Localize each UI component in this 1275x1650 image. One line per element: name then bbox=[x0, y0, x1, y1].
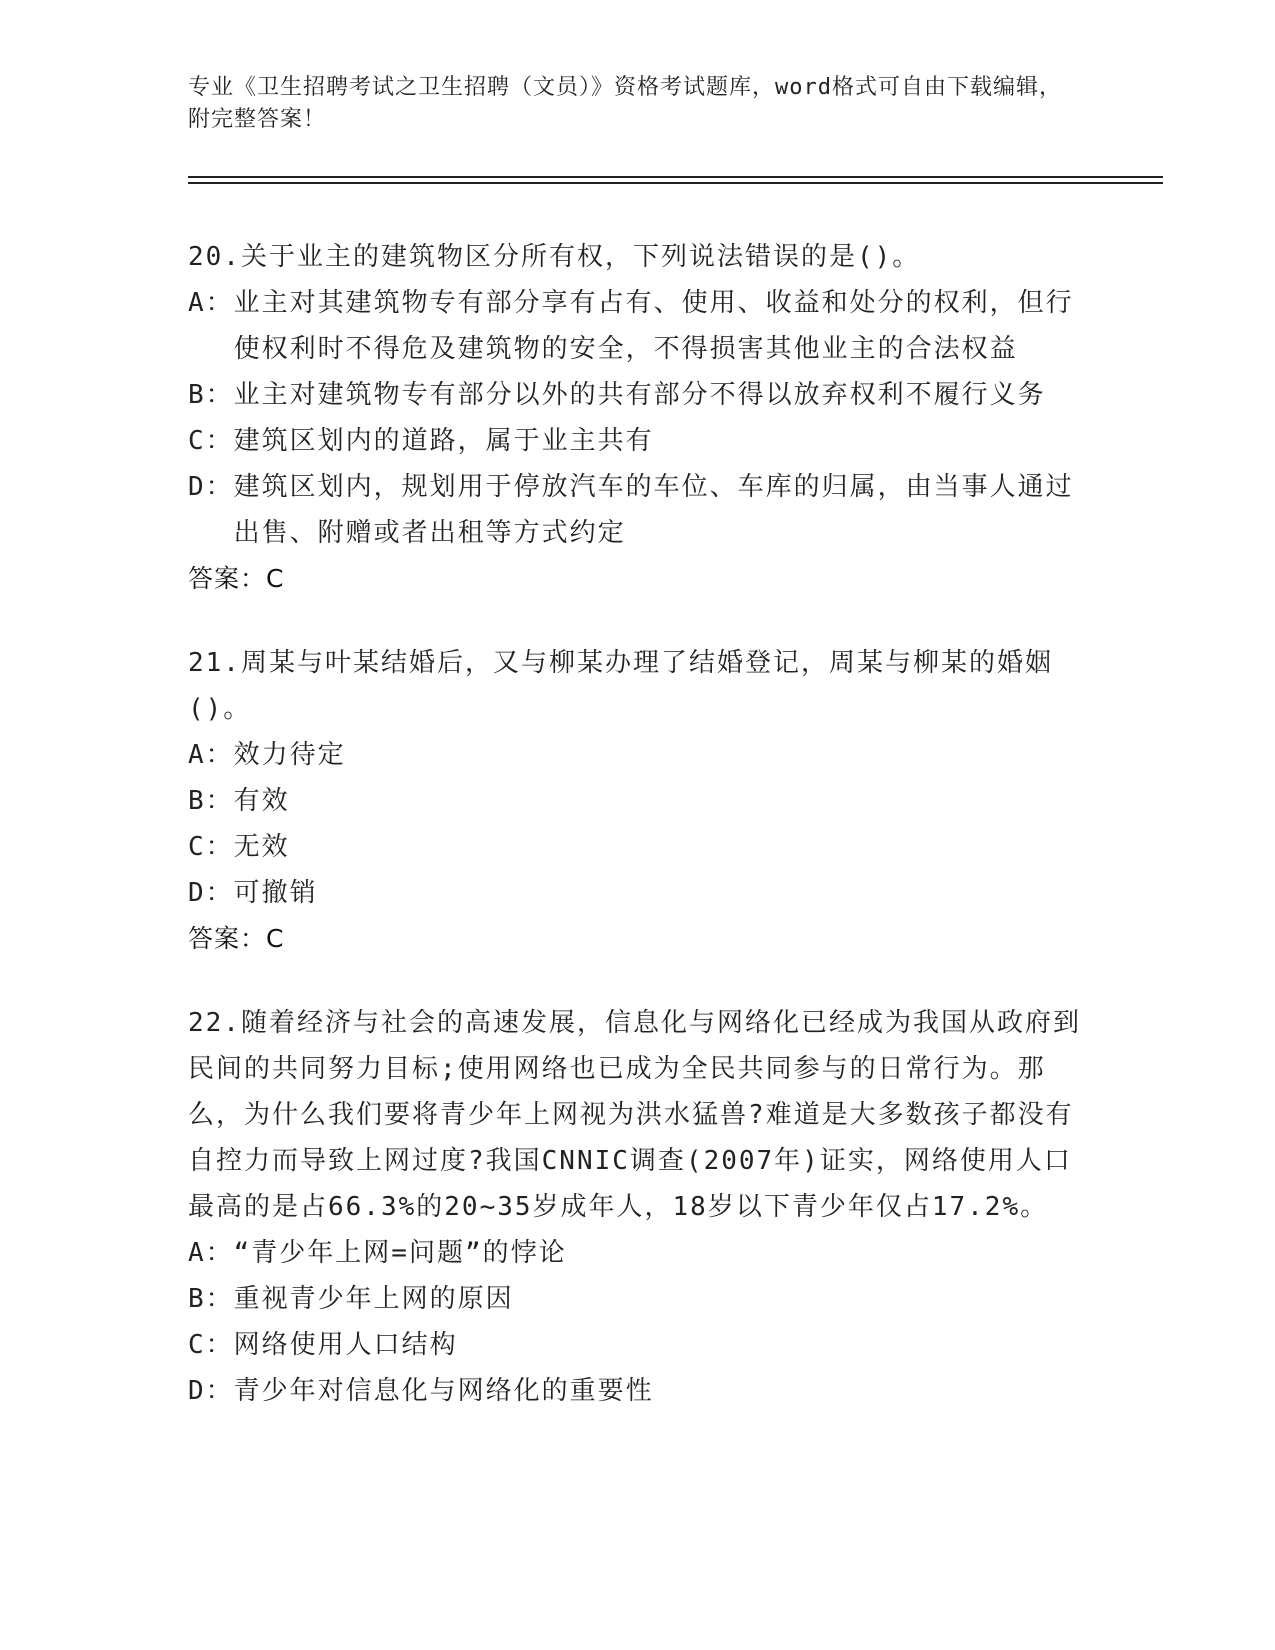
option-key: C： bbox=[188, 832, 234, 862]
option-d bbox=[188, 1368, 1088, 1414]
option-a bbox=[188, 280, 1088, 372]
header-divider-top bbox=[188, 176, 1163, 178]
option-key: C： bbox=[188, 1330, 234, 1360]
option-key: B： bbox=[188, 1284, 234, 1314]
option-key: A： bbox=[188, 740, 234, 770]
document-header: 专业《卫生招聘考试之卫生招聘（文员）》资格考试题库，word格式可自由下载编辑，附完整答案！ bbox=[188, 75, 1062, 132]
option-text: 建筑区划内，规划用于停放汽车的车位、车库的归属，由当事人通过出售、附赠或者出租等方式约定 bbox=[233, 472, 1074, 548]
option-key: B： bbox=[188, 380, 234, 410]
option-key: D： bbox=[188, 878, 234, 908]
option-c bbox=[188, 824, 1088, 870]
option-text: 可撤销 bbox=[233, 878, 318, 908]
option-text: 无效 bbox=[233, 832, 290, 862]
option-b bbox=[188, 1276, 1088, 1322]
option-c bbox=[188, 1322, 1088, 1368]
option-key: B： bbox=[188, 786, 234, 816]
option-text: 业主对其建筑物专有部分享有占有、使用、收益和处分的权利，但行使权利时不得危及建筑物的安全，不得损害其他业主的合法权益 bbox=[233, 288, 1074, 364]
question-stem: 22.随着经济与社会的高速发展，信息化与网络化已经成为我国从政府到民间的共同努力目标;使用网络也已成为全民共同参与的日常行为。那么，为什么我们要将青少年上网视为洪水猛兽?难道是大多数孩子都没有自控力而导致上网过度?我国CNNIC调查(2007年)证实，网络使用人口最高的是占66.3%的20~35岁成年人，18岁以下青少年仅占17.2%。 bbox=[188, 1008, 1081, 1222]
question-20 bbox=[188, 234, 1088, 602]
question-stem: 21.周某与叶某结婚后，又与柳某办理了结婚登记，周某与柳某的婚姻()。 bbox=[188, 648, 1053, 724]
question-stem: 20.关于业主的建筑物区分所有权，下列说法错误的是()。 bbox=[188, 242, 921, 272]
option-a bbox=[188, 1230, 1088, 1276]
option-a bbox=[188, 732, 1088, 778]
option-text: “青少年上网=问题”的悖论 bbox=[233, 1238, 567, 1268]
option-text: 建筑区划内的道路，属于业主共有 bbox=[233, 426, 654, 456]
answer-label: 答案：C bbox=[188, 924, 285, 953]
option-text: 业主对建筑物专有部分以外的共有部分不得以放弃权利不履行义务 bbox=[233, 380, 1046, 410]
option-b bbox=[188, 778, 1088, 824]
option-text: 有效 bbox=[233, 786, 290, 816]
option-text: 重视青少年上网的原因 bbox=[233, 1284, 514, 1314]
option-text: 效力待定 bbox=[233, 740, 346, 770]
question-list bbox=[188, 234, 1088, 1452]
option-text: 网络使用人口结构 bbox=[233, 1330, 458, 1360]
option-d bbox=[188, 464, 1088, 556]
option-text: 青少年对信息化与网络化的重要性 bbox=[233, 1376, 654, 1406]
answer-label: 答案：C bbox=[188, 564, 285, 593]
option-key: C： bbox=[188, 426, 234, 456]
option-c bbox=[188, 418, 1088, 464]
option-b bbox=[188, 372, 1088, 418]
option-key: A： bbox=[188, 1238, 234, 1268]
option-key: D： bbox=[188, 1376, 234, 1406]
option-key: A： bbox=[188, 288, 234, 318]
question-21 bbox=[188, 640, 1088, 962]
header-divider-bottom bbox=[188, 182, 1163, 184]
option-d bbox=[188, 870, 1088, 916]
question-22 bbox=[188, 1000, 1088, 1414]
option-key: D： bbox=[188, 472, 234, 502]
